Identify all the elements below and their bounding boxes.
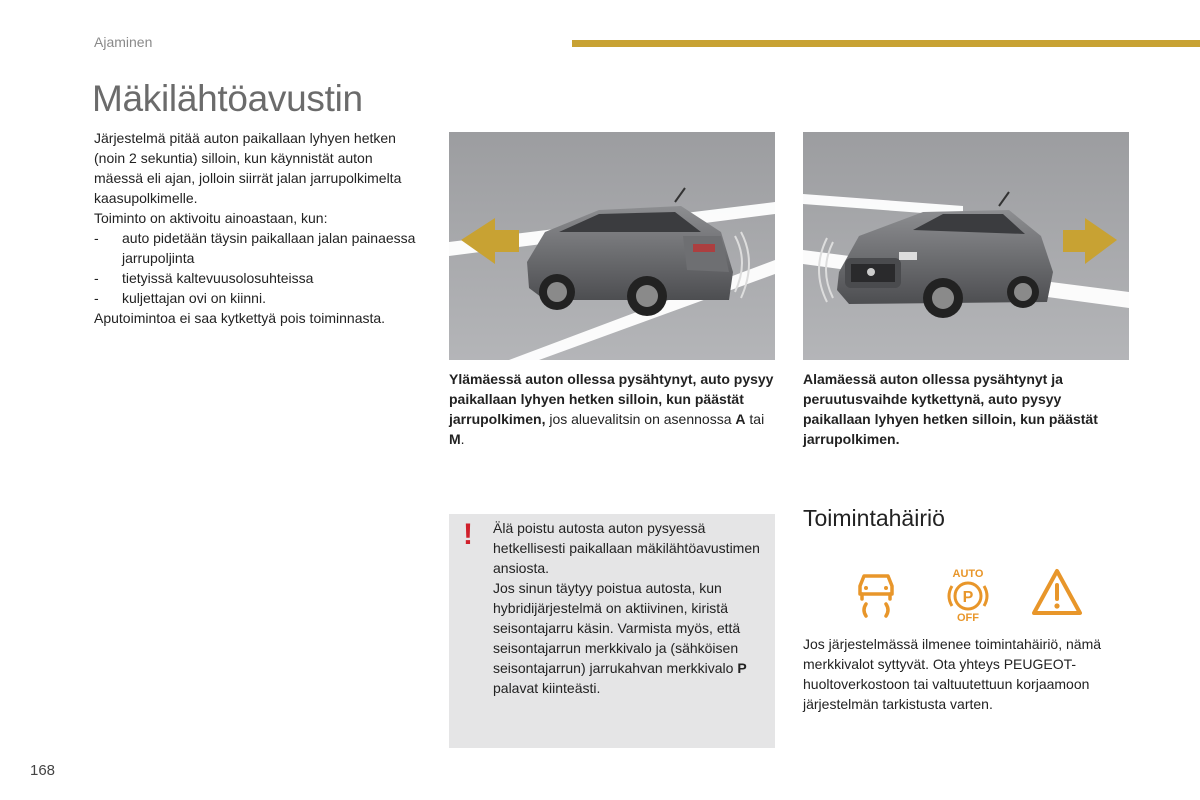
bullet-mark: -: [94, 290, 99, 306]
off-label: OFF: [957, 612, 979, 622]
list-item: [94, 268, 424, 288]
section-label: Ajaminen: [94, 34, 153, 50]
condition-lead: Toiminto on aktivoitu ainoastaan, kun:: [94, 210, 328, 226]
list-item: [94, 288, 424, 308]
caption-bold: Ylämäessä auton ollessa pysähtynyt, auto pysyy paikallaan lyhyen hetken silloin, kun päästät jarrupolkimen,: [449, 371, 774, 427]
caption-joiner: tai: [745, 411, 765, 427]
warning-triangle-icon: [1030, 566, 1084, 623]
uphill-caption: [449, 369, 775, 449]
car-uphill-illustration: [449, 132, 775, 360]
skid-control-icon: [850, 566, 902, 623]
fault-heading: Toimintahäiriö: [803, 505, 945, 531]
list-item-text: auto pidetään täysin paikallaan jalan painaessa jarrupoljinta: [122, 230, 416, 266]
auto-parking-brake-off-icon: [942, 566, 994, 622]
warning-lamps-row: [850, 566, 1090, 622]
caption-normal: jos aluevalitsin on asennossa: [545, 411, 736, 427]
warning-line-2: [493, 578, 763, 698]
fault-text: Jos järjestelmässä ilmenee toimintahäiriö, nämä merkkivalot syttyvät. Ota yhteys PEUGEOT-huoltoverkostoon tai valtuutettuun korjaamoon järjestelmän tarkistusta varten.: [803, 636, 1102, 712]
warning-line-2-end: palavat kiinteästi.: [493, 680, 601, 696]
p-label: P: [962, 589, 974, 606]
auto-label: AUTO: [952, 568, 984, 580]
downhill-caption: [803, 369, 1129, 449]
warning-box: [449, 514, 775, 748]
car-downhill-illustration: [803, 132, 1129, 360]
bullet-mark: -: [94, 230, 99, 246]
gear-a: A: [735, 411, 746, 427]
intro-text: [94, 128, 424, 328]
exclamation-icon: !: [463, 518, 473, 551]
list-item-text: kuljettajan ovi on kiinni.: [122, 290, 266, 306]
warning-line-1: Älä poistu autosta auton pysyessä hetkellisesti paikallaan mäkilähtöavustimen ansiosta.: [493, 520, 760, 576]
page-title: Mäkilähtöavustin: [92, 78, 363, 119]
bullet-mark: -: [94, 270, 99, 286]
caption-bold: Alamäessä auton ollessa pysähtynyt ja peruutusvaihde kytkettynä, auto pysyy paikallaan lyhyen hetken silloin, kun päästät jarrupolkimen.: [803, 371, 1098, 447]
intro-paragraph: Järjestelmä pitää auton paikallaan lyhyen hetken (noin 2 sekuntia) silloin, kun käynnistät auton mäessä eli ajan, jolloin siirrät jalan jarrupolkimelta kaasupolkimelle.: [94, 130, 402, 206]
page-number: 168: [30, 762, 56, 779]
p-letter: P: [737, 660, 747, 676]
caption-end: .: [460, 431, 465, 447]
list-item-text: tietyissä kaltevuusolosuhteissa: [122, 270, 314, 286]
warning-text: [493, 518, 763, 698]
gear-m: M: [449, 431, 461, 447]
condition-list: [94, 228, 424, 308]
warning-line-2-text: Jos sinun täytyy poistua autosta, kun hybridijärjestelmä on aktiivinen, kiristä seisontajarru käsin. Varmista myös, että seisontajarrun merkkivalo ja (sähköisen seisontajarrun) jarrukahvan merkkivalo: [493, 580, 741, 676]
header-accent-rule: [572, 40, 1200, 47]
closing-note: Aputoimintoa ei saa kytkettyä pois toiminnasta.: [94, 310, 386, 326]
list-item: [94, 228, 424, 268]
